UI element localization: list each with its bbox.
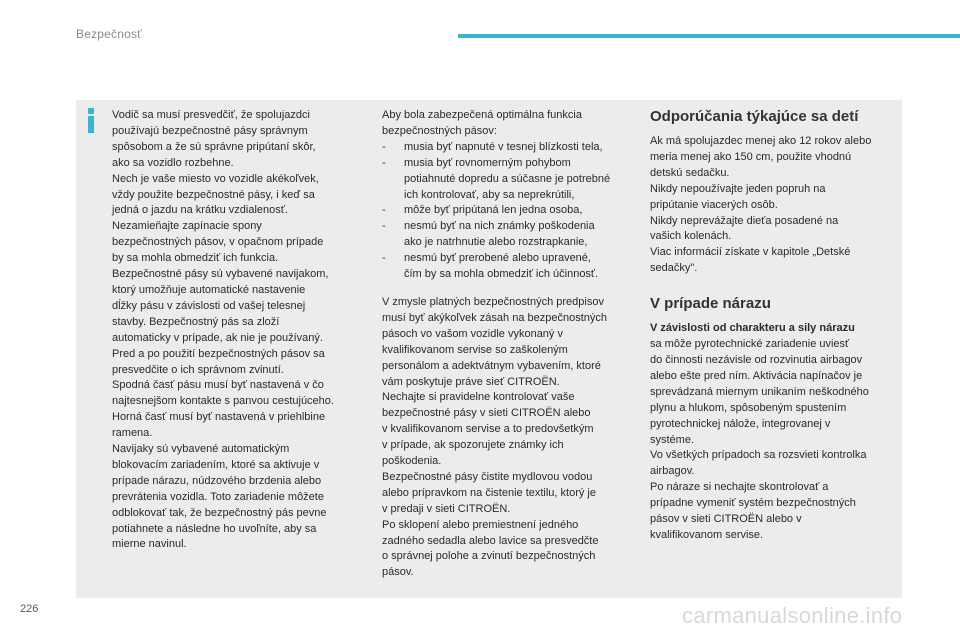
text-line: sa môže pyrotechnické zariadenie uviesť [650,338,850,351]
bullet-dash: - [382,204,386,217]
text-line: Nezamieňajte zapínacie spony [112,220,262,233]
column-1 [112,108,364,553]
text-line: v predaji v sieti CITROËN. [382,502,511,515]
text-line: spôsobom a že sú správne pripútaní skôr, [112,140,316,153]
text-line: kvalifikovanom servise so zaškoleným [382,343,568,356]
text-line: detskú sedačku. [650,166,730,179]
text-line: sprevádzaná miernym unikaním neškodného [650,385,869,398]
text-line: Po náraze si nechajte skontrolovať a [650,481,829,494]
list-item [382,156,632,204]
text-line: automaticky v prípade, ak nie je používaný. [112,331,323,344]
text-line: pásov v sieti CITROËN alebo v [650,513,802,526]
text-line: Vo všetkých prípadoch sa rozsvieti kontrolka [650,449,867,462]
text-line: personálom a adektvátnym vybavením, ktoré [382,359,601,372]
header-accent-bar [458,34,960,38]
column-2 [382,108,632,581]
page-number: 226 [20,603,39,615]
text-line: Nikdy neprevážajte dieťa posadené na [650,214,839,227]
text-line: alebo prípravkom na čistenie textilu, ktorý je [382,486,596,499]
text-line: Spodná časť pásu musí byť nastavená v čo [112,379,324,392]
text-line: v kvalifikovanom servise a to predovšetkým [382,423,594,436]
info-icon [84,108,98,134]
text-line: Bezpečnostné pásy sú vybavené navijakom, [112,268,329,281]
text-line: používajú bezpečnostné pásy správnym [112,124,308,137]
col3-body2 [650,337,900,544]
text-line: Bezpečnostné pásy čistite mydlovou vodou [382,470,593,483]
list-item [382,219,632,251]
text-line: potiahnuté dopredu a súčasne je potrebné [404,172,611,185]
text-line: Navijaky sú vybavené automatickým [112,443,290,456]
text-line: bezpečnostných pásov: [382,124,497,137]
text-line: v prípade, ak spozorujete známky ich [382,439,564,452]
text-line: pásov. [382,566,414,579]
text-line: plynu a hlukom, spôsobeným spustením [650,401,847,414]
text-line: najtesnejšom kontakte s panvou cestujúceho. [112,395,334,408]
text-line: Viac informácií získate v kapitole „Detské [650,246,851,259]
col2-intro [382,108,632,140]
text-line: musí byť akýkoľvek zásah na bezpečnostných [382,311,608,324]
text-line: nesmú byť na nich známky poškodenia [404,220,595,233]
col3-body1 [650,134,900,277]
text-line: Ak má spolujazdec menej ako 12 rokov alebo [650,135,872,147]
text-line: musia byť napnuté v tesnej blízkosti tela, [404,140,603,153]
text-line: čím by sa mohla obmedziť ich účinnosť. [404,268,599,281]
text-line: vám poskytuje práve sieť CITROËN. [382,375,560,388]
text-line: prípade nárazu, núdzového brzdenia alebo [112,474,322,487]
text-line: bezpečnostných pásov, v opačnom prípade [112,236,324,249]
text-line: Aby bola zabezpečená optimálna funkcia [382,109,582,121]
text-line: musia byť rovnomerným pohybom [404,156,571,169]
list-item [382,203,632,219]
column-3 [650,108,900,544]
text-line: systéme. [650,433,695,446]
impact-bold-line: V závislosti od charakteru a sily nárazu [650,322,855,335]
text-line: vašich kolenách. [650,230,732,243]
text-line: kvalifikovanom servise. [650,528,764,541]
text-line: vždy použite bezpečnostné pásy, i keď sa [112,188,315,201]
text-line: stavby. Bezpečnostný pás sa zloží [112,315,280,328]
text-line: ktorý umožňuje automatické nastavenie [112,283,306,296]
text-line: ramena. [112,427,153,440]
text-line: airbagov. [650,465,695,478]
text-line: ako sa vozidlo rozbehne. [112,156,234,169]
text-line: nesmú byť prerobené alebo upravené, [404,252,591,265]
text-line: mierne navinul. [112,538,187,551]
text-line: poškodenia. [382,455,442,468]
col2-bullet-list [382,140,632,283]
bullet-dash: - [382,220,386,233]
text-line: Nikdy nepoužívajte jeden popruh na [650,182,826,195]
text-line: Vodič sa musí presvedčiť, že spolujazdci [112,109,310,121]
text-line: prevrátenia vozidla. Toto zariadenie môžete [112,490,324,503]
text-line: Nech je vaše miesto vo vozidle akékoľvek, [112,172,319,185]
text-line: prípadne vymeniť systém bezpečnostných [650,497,856,510]
text-line: by sa mohla obmedziť ich funkcia. [112,252,279,265]
text-line: ako je natrhnutie alebo rozstrapkanie, [404,236,588,249]
text-line: alebo ešte pred ním. Aktivácia napínačov je [650,369,863,382]
heading-impact: V prípade nárazu [650,295,771,313]
text-line: jedná o jazdu na krátku vzdialenosť. [112,204,288,217]
text-line: pásoch vo vašom vozidle vykonaný v [382,327,563,340]
text-line: V zmysle platných bezpečnostných predpisov [382,295,604,308]
watermark: carmanualsonline.info [682,603,903,628]
list-item [382,140,632,156]
text-line: sedačky". [650,262,698,275]
text-line: bezpečnostné pásy v sieti CITROËN alebo [382,407,591,420]
text-line: ich kontrolovať, aby sa neprekrútili, [404,188,575,201]
text-line: do činnosti nezávisle od rozvinutia airbagov [650,353,863,366]
text-line: meria menej ako 150 cm, použite vhodnú [650,150,852,163]
bullet-dash: - [382,156,386,169]
bullet-dash: - [382,140,386,153]
list-item [382,251,632,283]
text-line: potiahnete a následne ho uvoľníte, aby sa [112,522,317,535]
text-line: Pred a po použití bezpečnostných pásov sa [112,347,325,360]
text-line: o správnej polohe a zvinutí bezpečnostných [382,550,596,563]
text-line: Nechajte si pravidelne kontrolovať vaše [382,391,575,404]
text-line: zadného sedadla alebo lavice sa presvedčte [382,534,599,547]
bullet-dash: - [382,252,386,265]
text-line: presvedčite o ich správnom zvinutí. [112,363,284,376]
section-title: Bezpečnosť [76,27,142,41]
text-line: pripútanie viacerých osôb. [650,198,778,211]
text-line: dĺžky pásu v závislosti od vašej telesnej [112,299,306,312]
text-line: Horná časť musí byť nastavená v priehlbine [112,411,326,424]
col2-body [382,295,632,581]
text-line: blokovacím zariadením, ktoré sa aktivuje v [112,458,320,471]
text-line: pyrotechnickej nálože, integrovanej v [650,417,831,430]
heading-children: Odporúčania týkajúce sa detí [650,108,859,125]
text-line: Po sklopení alebo premiestnení jedného [382,518,579,531]
text-line: môže byť pripútaná len jedna osoba, [404,204,583,217]
text-line: odblokovať tak, že bezpečnostný pás pevne [112,506,327,519]
